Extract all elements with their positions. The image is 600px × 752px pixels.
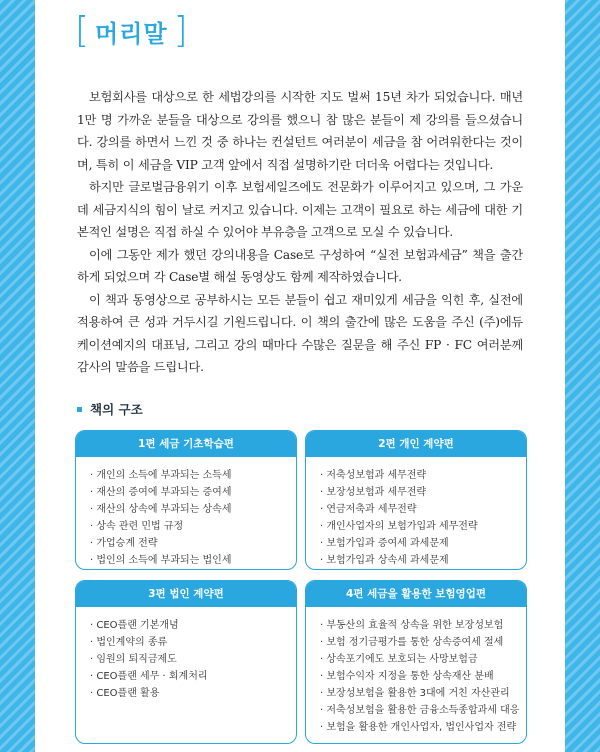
list-item: · 법인계약의 종류 bbox=[90, 634, 286, 651]
box-item-list bbox=[306, 457, 526, 569]
preface-body bbox=[77, 86, 523, 379]
box-title: 3편 법인 계약편 bbox=[76, 581, 296, 607]
box-item-list bbox=[76, 607, 296, 702]
paragraph-3: 이에 그동안 제가 했던 강의내용을 Case로 구성하여 “실전 보험과세금” 책을 출간하게 되었으며 각 Case별 해설 동영상도 함께 제작하였습니다. bbox=[77, 247, 523, 284]
list-item: · 연금저축과 세무전략 bbox=[320, 501, 516, 518]
list-item: · 개인사업자의 보험가입과 세무전략 bbox=[320, 518, 516, 535]
box-title: 2편 개인 계약편 bbox=[306, 431, 526, 457]
list-item: · 임원의 퇴직금제도 bbox=[90, 651, 286, 668]
list-item: · CEO플랜 세무 · 회계처리 bbox=[90, 668, 286, 685]
list-item: · CEO플랜 기본개념 bbox=[90, 617, 286, 634]
left-bracket-icon: [ bbox=[75, 10, 90, 51]
list-item: · 가업승계 전략 bbox=[90, 535, 286, 552]
paragraph-2: 하지만 글로벌금융위기 이후 보험세일즈에도 전문화가 이루어지고 있으며, 그 가운데 세금지식의 힘이 날로 커지고 있습니다. 이제는 고객이 필요로 하는 세금에 대한 기본적인 설명은 직접 하실 수 있어야 부유층을 고객으로 모실 수 있습니다. bbox=[77, 180, 523, 239]
paragraph-1: 보험회사를 대상으로 한 세법강의를 시작한 지도 벌써 15년 차가 되었습니다. 매년 1만 명 가까운 분들을 대상으로 강의를 했으니 참 많은 분들이 제 강의를 들으셨습니다. 강의를 하면서 느낀 것 중 하나는 컨설턴트 여러분이 세금을 참 어려워한다는 것이며, 특히 이 세금을 VIP 고객 앞에서 직접 설명하기란 더더욱 어렵다는 것입니다. bbox=[77, 90, 523, 172]
section-title bbox=[77, 400, 143, 418]
heading-title bbox=[95, 14, 168, 49]
box-item-list bbox=[306, 607, 526, 736]
box-title: 1편 세금 기초학습편 bbox=[76, 431, 296, 457]
document-page bbox=[35, 0, 565, 752]
box-title: 4편 세금을 활용한 보험영업편 bbox=[306, 581, 526, 607]
list-item: · 재산의 상속에 부과되는 상속세 bbox=[90, 501, 286, 518]
structure-box-part-4 bbox=[305, 580, 527, 744]
left-decorative-stripe bbox=[0, 0, 35, 752]
list-item: · 개인의 소득에 부과되는 소득세 bbox=[90, 467, 286, 484]
structure-box-part-1 bbox=[75, 430, 297, 570]
list-item: · 저축성보험과 세무전략 bbox=[320, 467, 516, 484]
heading-title-rest: 리말 bbox=[119, 19, 168, 48]
right-bracket-icon: ] bbox=[173, 10, 188, 51]
list-item: · 보험 정기금평가를 통한 상속증여세 절세 bbox=[320, 634, 516, 651]
structure-box-part-2 bbox=[305, 430, 527, 570]
list-item: · 보험수익자 지정을 통한 상속재산 분배 bbox=[320, 668, 516, 685]
square-bullet-icon bbox=[77, 407, 82, 412]
section-title-text: 책의 구조 bbox=[90, 402, 143, 417]
box-item-list bbox=[76, 457, 296, 569]
list-item: · 보장성보험을 활용한 3대에 거친 자산관리 bbox=[320, 685, 516, 702]
list-item: · 보장성보험과 세무전략 bbox=[320, 484, 516, 501]
paragraph-4: 이 책과 동영상으로 공부하시는 모든 분들이 쉽고 재미있게 세금을 익힌 후, 실전에 적용하여 큰 성과 거두시길 기원드립니다. 이 책의 출간에 많은 도움을 주신 (주)에듀케이션예지의 대표님, 그리고 강의 때마다 수많은 질문을 해 주신 FP · FC 여러분께 감사의 말씀을 드립니다. bbox=[77, 292, 523, 374]
structure-box-part-3 bbox=[75, 580, 297, 744]
list-item: · 보험을 활용한 개인사업자, 법인사업자 전략 bbox=[320, 719, 516, 736]
list-item: · 상속 관련 민법 규정 bbox=[90, 518, 286, 535]
list-item: · CEO플랜 활용 bbox=[90, 685, 286, 702]
heading-title-first: 머 bbox=[95, 19, 120, 48]
list-item: · 재산의 증여에 부과되는 증여세 bbox=[90, 484, 286, 501]
list-item: · 보험가입과 상속세 과세문제 bbox=[320, 552, 516, 569]
list-item: · 저축성보험을 활용한 금융소득종합과세 대응 bbox=[320, 702, 516, 719]
list-item: · 상속포기에도 보호되는 사망보험금 bbox=[320, 651, 516, 668]
list-item: · 법인의 소득에 부과되는 법인세 bbox=[90, 552, 286, 569]
list-item: · 부동산의 효율적 상속을 위한 보장성보험 bbox=[320, 617, 516, 634]
page-heading bbox=[75, 8, 188, 54]
right-decorative-stripe bbox=[565, 0, 600, 752]
list-item: · 보험가입과 증여세 과세문제 bbox=[320, 535, 516, 552]
